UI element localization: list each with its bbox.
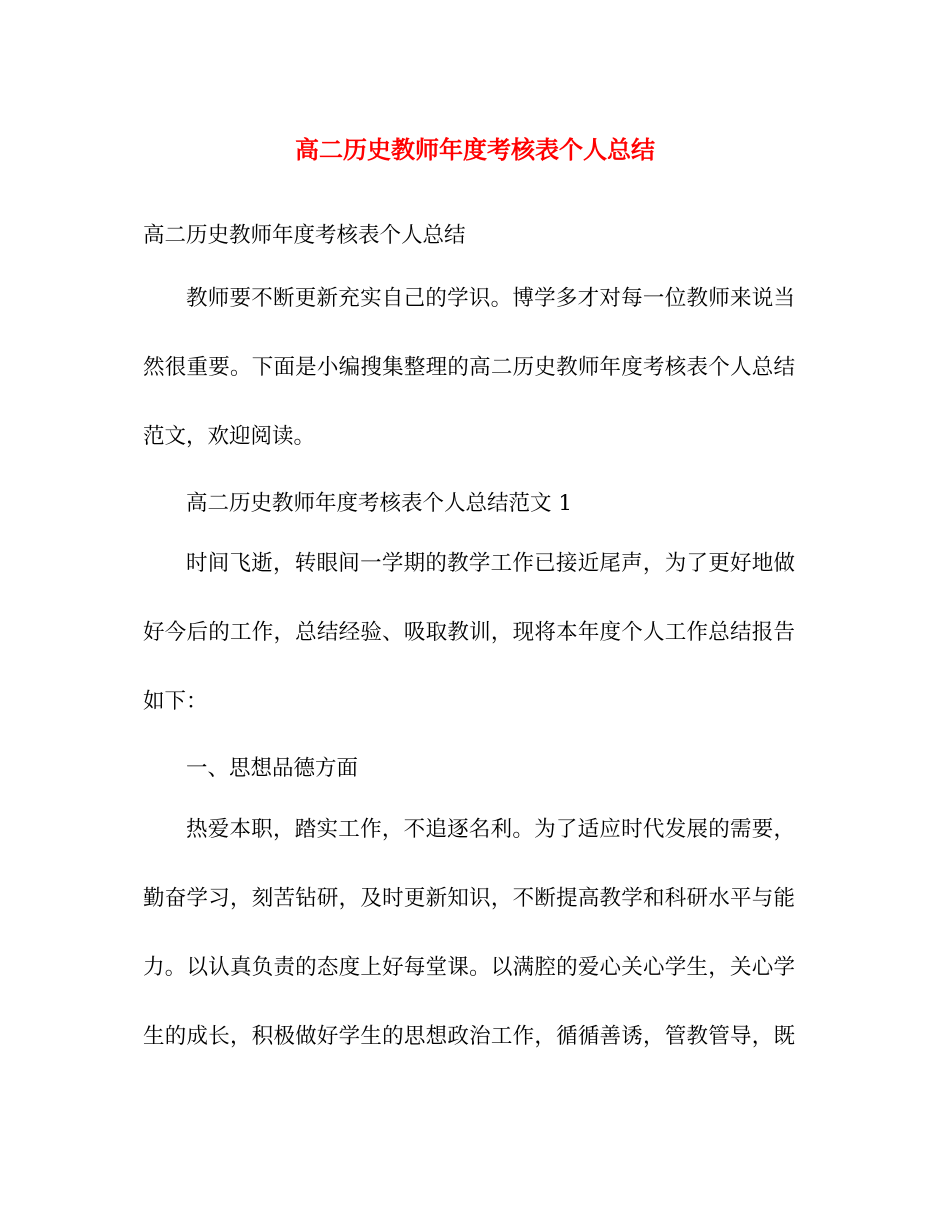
paragraph-line: 时间飞逝，转眼间一学期的教学工作已接近尾声，为了更好地做 bbox=[186, 551, 795, 576]
paragraph-line: 热爱本职，踏实工作，不追逐名利。为了适应时代发展的需要， bbox=[186, 817, 795, 842]
paragraph-line: 勤奋学习，刻苦钻研，及时更新知识，不断提高教学和科研水平与能 bbox=[143, 886, 795, 911]
paragraph-line: 力。以认真负责的态度上好每堂课。以满腔的爱心关心学生，关心学 bbox=[143, 955, 795, 980]
document-subtitle: 高二历史教师年度考核表个人总结 bbox=[143, 223, 466, 248]
paragraph-line: 然很重要。下面是小编搜集整理的高二历史教师年度考核表个人总结 bbox=[143, 355, 795, 380]
paragraph-line: 教师要不断更新充实自己的学识。博学多才对每一位教师来说当 bbox=[186, 286, 795, 311]
paragraph-line: 如下： bbox=[143, 689, 208, 714]
paragraph-line: 好今后的工作，总结经验、吸取教训，现将本年度个人工作总结报告 bbox=[143, 620, 795, 645]
document-title: 高二历史教师年度考核表个人总结 bbox=[295, 135, 655, 164]
paragraph-line: 范文，欢迎阅读。 bbox=[143, 424, 316, 449]
section-heading: 高二历史教师年度考核表个人总结范文 1 bbox=[186, 491, 573, 516]
section-heading: 一、思想品德方面 bbox=[186, 756, 359, 781]
paragraph-line: 生的成长，积极做好学生的思想政治工作，循循善诱，管教管导，既 bbox=[143, 1024, 795, 1049]
